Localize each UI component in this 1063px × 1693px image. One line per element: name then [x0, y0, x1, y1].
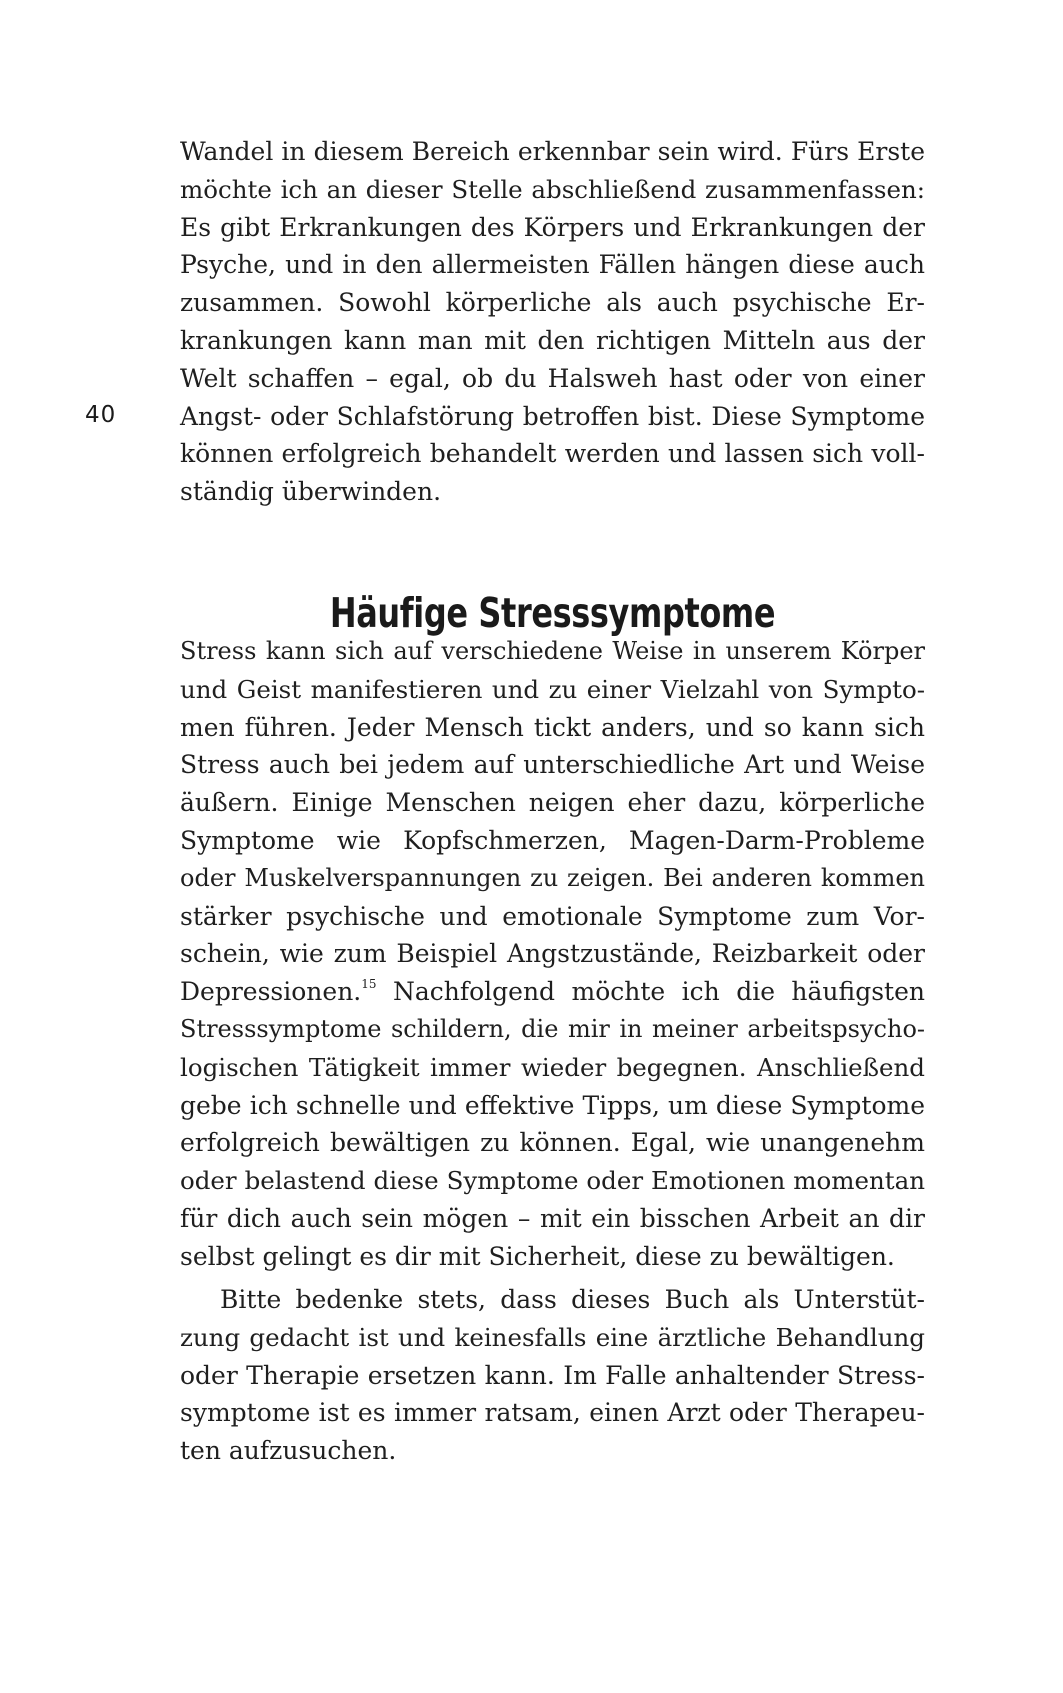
page-number: 40 [85, 402, 117, 428]
text-line: selbst gelingt es dir mit Sicherheit, diese zu bewältigen. [180, 1241, 895, 1271]
text-line: äußern. Einige Menschen neigen eher dazu, körperliche [180, 788, 925, 818]
footnote-line-before: Depressionen. [180, 977, 362, 1007]
section-paragraph-1 [180, 633, 925, 1276]
footnote-reference[interactable]: 15 [361, 977, 377, 992]
footnote-line-after: Nachfolgend möchte ich die häufigsten [376, 977, 925, 1007]
text-line: Angst- oder Schlafstörung betroffen bist. Diese Symptome [180, 401, 925, 431]
footnote-line [180, 973, 925, 1011]
section-heading: Häufige Stresssymptome [329, 589, 776, 638]
text-line: men führen. Jeder Mensch tickt anders, und so kann sich [180, 712, 925, 742]
text-line: möchte ich an dieser Stelle abschließend zusammenfassen: [180, 174, 925, 204]
top-paragraph [180, 133, 925, 511]
text-line: Bitte bedenke stets, dass dieses Buch als Unterstüt- [220, 1285, 925, 1314]
text-line: erfolgreich bewältigen zu können. Egal, wie unangenehm [180, 1128, 925, 1158]
text-line: krankungen kann man mit den richtigen Mitteln aus der [180, 325, 925, 355]
text-line: Stress auch bei jedem auf unterschiedliche Art und Weise [180, 750, 925, 780]
text-line: Welt schaffen – egal, ob du Halsweh hast oder von einer [180, 363, 925, 393]
text-line: zusammen. Sowohl körperliche als auch psychische Er- [180, 288, 925, 318]
text-line: Psyche, und in den allermeisten Fällen hängen diese auch [180, 250, 925, 280]
text-line: können erfolgreich behandelt werden und lassen sich voll- [180, 439, 925, 469]
text-line: Es gibt Erkrankungen des Körpers und Erkrankungen der [180, 212, 925, 242]
text-line: logischen Tätigkeit immer wieder begegnen. Anschließend [180, 1052, 925, 1082]
section-paragraph-2 [180, 1281, 925, 1470]
text-line: oder Therapie ersetzen kann. Im Falle anhaltender Stress- [180, 1360, 925, 1390]
text-line: Stress kann sich auf verschiedene Weise in unserem Körper [180, 637, 925, 665]
text-line: ständig überwinden. [180, 477, 442, 507]
text-line: für dich auch sein mögen – mit ein bisschen Arbeit an dir [180, 1203, 925, 1233]
text-line: zung gedacht ist und keinesfalls eine ärztliche Behandlung [180, 1322, 925, 1352]
text-line: oder Muskelverspannungen zu zeigen. Bei anderen kommen [180, 863, 925, 892]
text-line: gebe ich schnelle und effektive Tipps, um diese Symptome [180, 1090, 925, 1120]
text-line: Stresssymptome schildern, die mir in meiner arbeitspsycho- [180, 1014, 925, 1043]
text-line: symptome ist es immer ratsam, einen Arzt oder Therapeu- [180, 1398, 925, 1428]
text-line: schein, wie zum Beispiel Angstzustände, Reizbarkeit oder [180, 939, 925, 969]
text-line: Wandel in diesem Bereich erkennbar sein wird. Fürs Erste [180, 137, 925, 166]
text-line: oder belastend diese Symptome oder Emotionen momentan [180, 1166, 925, 1196]
text-line: Symptome wie Kopfschmerzen, Magen-Darm-Probleme [180, 825, 925, 855]
text-line: ten aufzusuchen. [180, 1436, 397, 1466]
text-line: und Geist manifestieren und zu einer Vielzahl von Sympto- [180, 674, 925, 704]
text-line: stärker psychische und emotionale Symptome zum Vor- [180, 901, 925, 931]
